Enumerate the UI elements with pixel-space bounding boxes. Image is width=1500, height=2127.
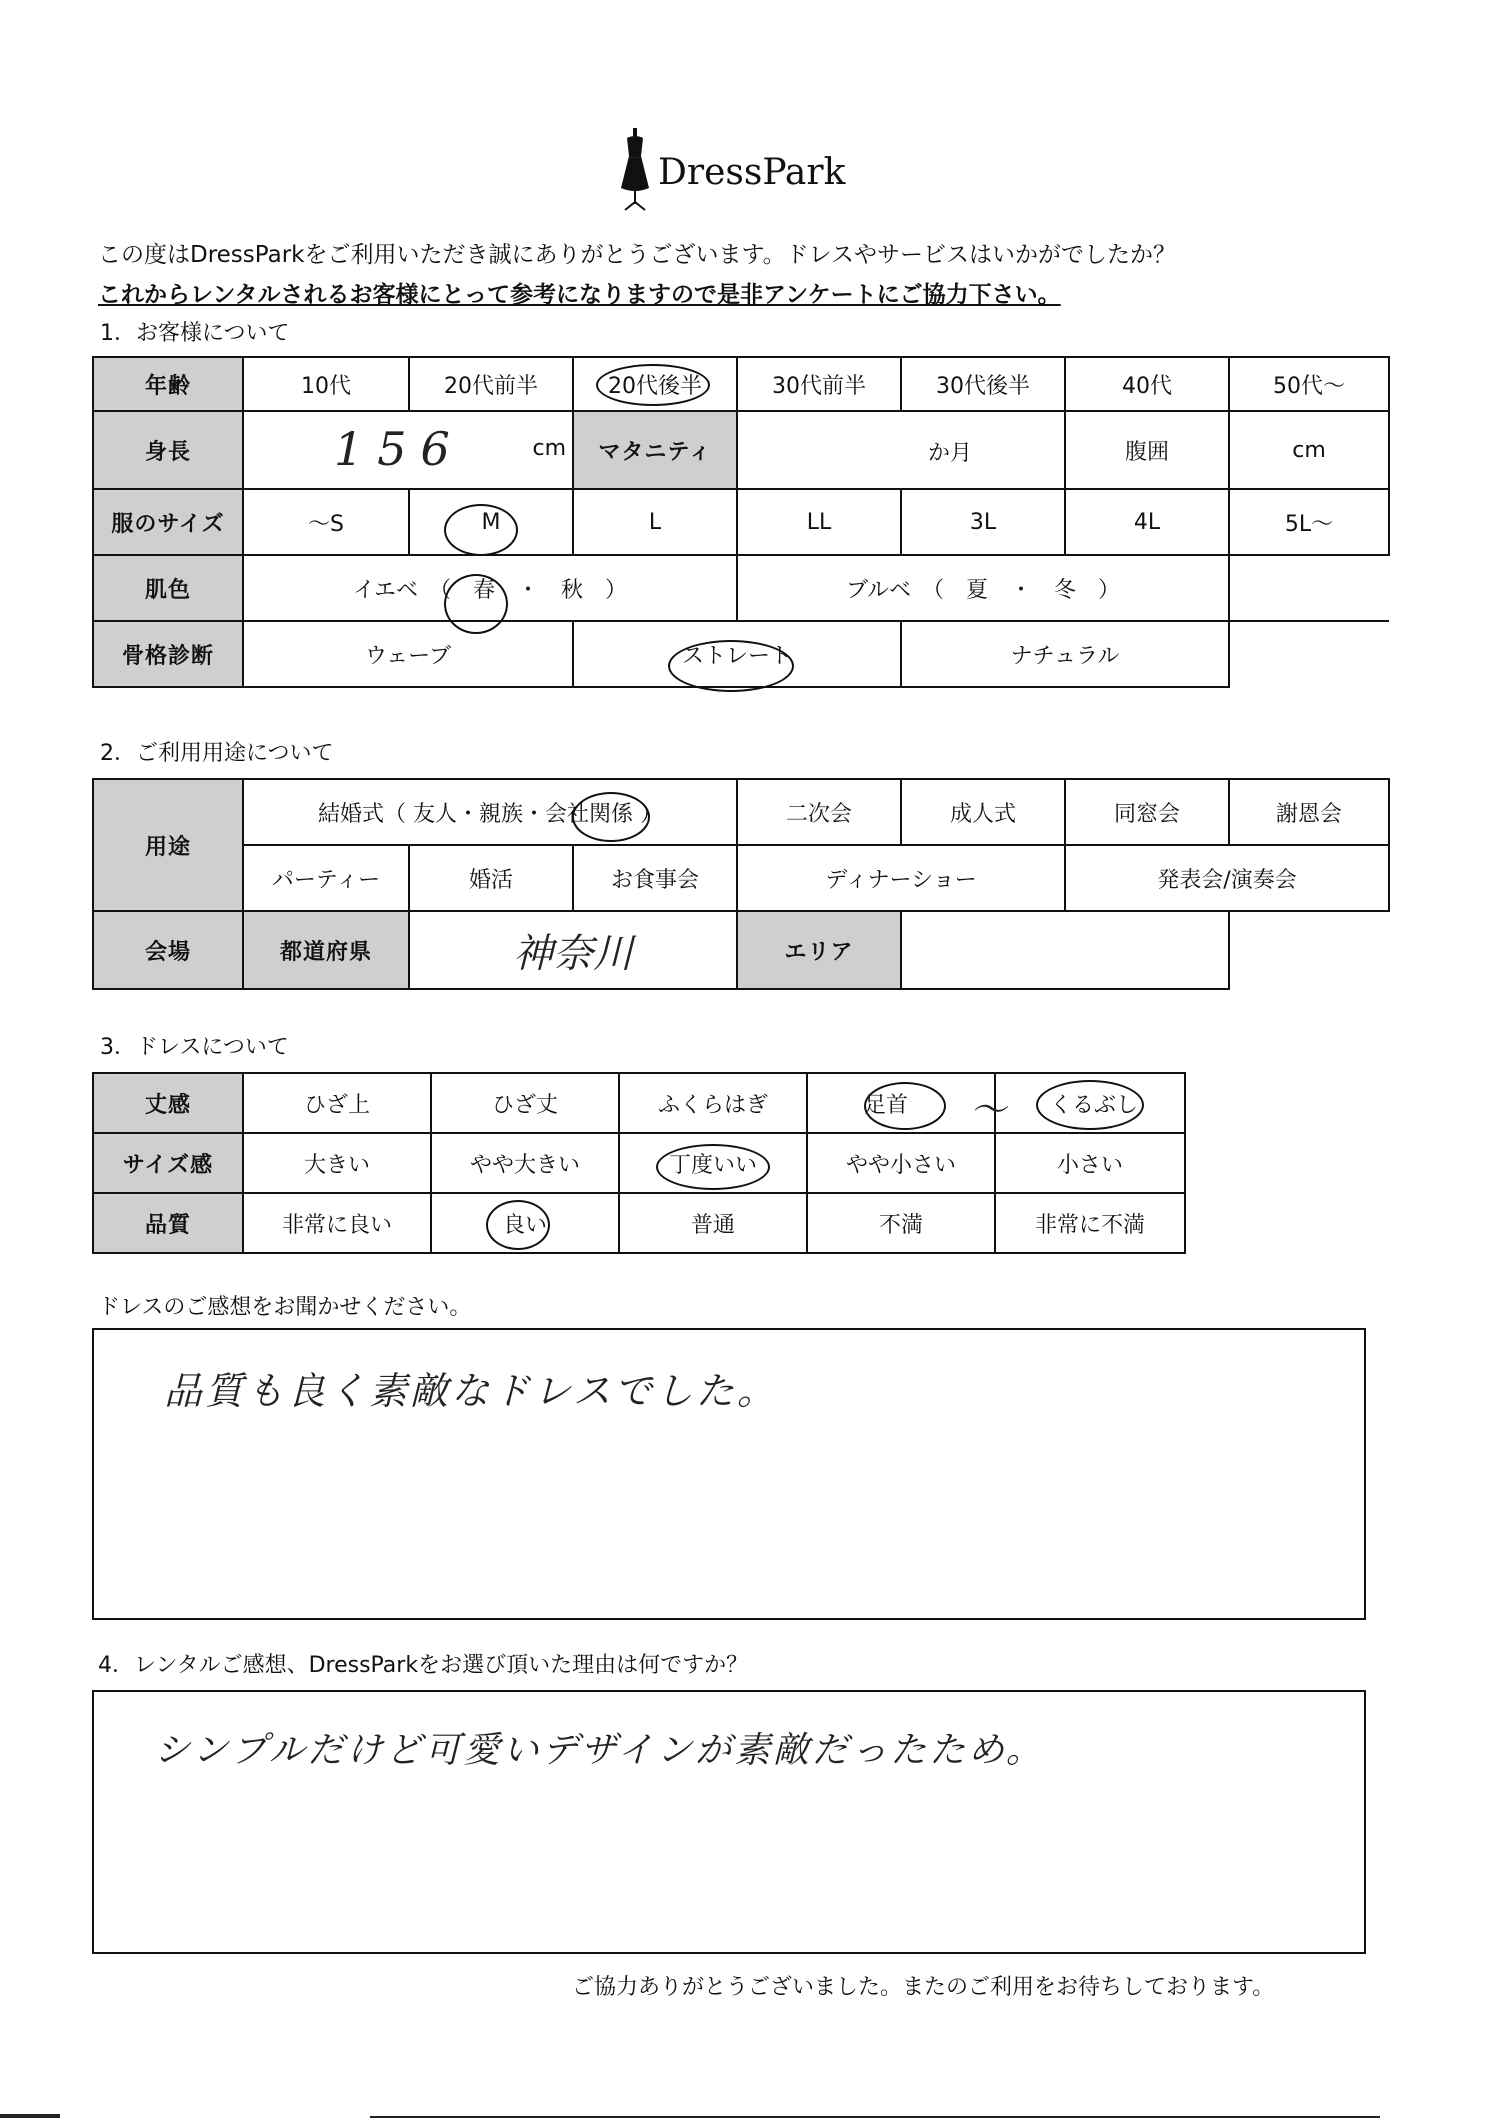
fit-label: サイズ感	[93, 1133, 243, 1193]
size-option[interactable]: 4L	[1065, 489, 1229, 555]
dress-table	[92, 1072, 1186, 1254]
skin-row	[93, 555, 1389, 621]
size-option[interactable]: LL	[737, 489, 901, 555]
purpose-table	[92, 778, 1390, 990]
length-row	[93, 1073, 1185, 1133]
size-option[interactable]: 3L	[901, 489, 1065, 555]
section2-title: 2．ご利用用途について	[100, 741, 334, 766]
purpose-option[interactable]: 成人式	[901, 779, 1065, 845]
length-option[interactable]: ふくらはぎ	[619, 1073, 807, 1133]
prefecture-value: 神奈川	[513, 930, 633, 977]
prefecture-field[interactable]	[409, 911, 737, 989]
age-label: 年齢	[93, 357, 243, 411]
length-option[interactable]: くるぶし	[995, 1073, 1185, 1133]
purpose-row-1	[93, 779, 1389, 845]
waist-unit[interactable]: cm	[1229, 411, 1389, 489]
height-unit: cm	[532, 436, 566, 461]
venue-label: 会場	[93, 911, 243, 989]
impressions-answer-box[interactable]	[92, 1328, 1366, 1620]
intro-line-1: この度はDressParkをご利用いただき誠にありがとうございます。ドレスやサービスはいかがでしたか？	[98, 242, 1176, 268]
brand-name: DressPark	[658, 152, 846, 193]
quality-option[interactable]: 非常に不満	[995, 1193, 1185, 1253]
height-field[interactable]	[243, 411, 573, 489]
skin-label: 肌色	[93, 555, 243, 621]
frame-option[interactable]: ナチュラル	[901, 621, 1229, 687]
fit-option[interactable]: やや小さい	[807, 1133, 995, 1193]
quality-option[interactable]: 非常に良い	[243, 1193, 431, 1253]
length-range-mark: ～	[970, 1090, 1007, 1131]
frame-row	[93, 621, 1389, 687]
empty-cell	[1229, 555, 1389, 621]
size-option[interactable]: ～S	[243, 489, 409, 555]
size-option[interactable]: 5L～	[1229, 489, 1389, 555]
waist-label: 腹囲	[1065, 411, 1229, 489]
fit-option[interactable]: 小さい	[995, 1133, 1185, 1193]
skin-blue-option[interactable]: ブルベ （ 夏 ・ 冬 ）	[737, 555, 1229, 621]
logo	[618, 126, 858, 216]
section3-title: 3．ドレスについて	[100, 1035, 289, 1060]
purpose-label: 用途	[93, 779, 243, 911]
quality-option[interactable]: 良い	[431, 1193, 619, 1253]
maternity-label: マタニティ	[573, 411, 737, 489]
fit-row	[93, 1133, 1185, 1193]
bottom-left-mark	[0, 2114, 60, 2118]
age-option[interactable]: 20代後半	[573, 357, 737, 411]
frame-option[interactable]: ストレート	[573, 621, 901, 687]
age-option[interactable]: 30代後半	[901, 357, 1065, 411]
prefecture-label: 都道府県	[243, 911, 409, 989]
empty-cell	[1229, 621, 1389, 687]
purpose-option-wedding[interactable]: 結婚式（ 友人・親族・会社関係 ）	[243, 779, 737, 845]
age-option[interactable]: 20代前半	[409, 357, 573, 411]
length-option[interactable]: ひざ上	[243, 1073, 431, 1133]
months-unit: か月	[928, 441, 973, 466]
age-row	[93, 357, 1389, 411]
purpose-row-2	[93, 845, 1389, 911]
size-label: 服のサイズ	[93, 489, 243, 555]
skin-yellow-option[interactable]: イエベ （ 春 ・ 秋 ）	[243, 555, 737, 621]
size-option[interactable]: M	[409, 489, 573, 555]
fit-option[interactable]: 大きい	[243, 1133, 431, 1193]
age-option[interactable]: 50代～	[1229, 357, 1389, 411]
fit-option[interactable]: やや大きい	[431, 1133, 619, 1193]
dress-form-icon	[618, 126, 652, 214]
bottom-divider	[370, 2116, 1380, 2118]
impressions-answer: 品質も良く素敵なドレスでした。	[164, 1369, 778, 1413]
purpose-option[interactable]: お食事会	[573, 845, 737, 911]
purpose-option[interactable]: パーティー	[243, 845, 409, 911]
purpose-option[interactable]: 二次会	[737, 779, 901, 845]
purpose-option[interactable]: 同窓会	[1065, 779, 1229, 845]
section4-title: 4．レンタルご感想、DressParkをお選び頂いた理由は何ですか？	[98, 1653, 749, 1678]
reason-answer: シンプルだけど可愛いデザインが素敵だったため。	[154, 1730, 1045, 1771]
purpose-option[interactable]: 発表会/演奏会	[1065, 845, 1389, 911]
frame-label: 骨格診断	[93, 621, 243, 687]
area-field[interactable]	[901, 911, 1229, 989]
fit-option[interactable]: 丁度いい	[619, 1133, 807, 1193]
length-option[interactable]: 足首	[807, 1073, 995, 1133]
quality-label: 品質	[93, 1193, 243, 1253]
age-option[interactable]: 40代	[1065, 357, 1229, 411]
height-label: 身長	[93, 411, 243, 489]
age-option[interactable]: 10代	[243, 357, 409, 411]
quality-option[interactable]: 普通	[619, 1193, 807, 1253]
quality-option[interactable]: 不満	[807, 1193, 995, 1253]
frame-option[interactable]: ウェーブ	[243, 621, 573, 687]
length-option[interactable]: ひざ丈	[431, 1073, 619, 1133]
height-value: 156	[334, 422, 464, 476]
reason-answer-box[interactable]	[92, 1690, 1366, 1954]
intro-line-2: これからレンタルされるお客様にとって参考になりますので是非アンケートにご協力下さい。	[98, 282, 1061, 308]
footer-thanks: ご協力ありがとうございました。またのご利用をお待ちしております。	[572, 1975, 1275, 2000]
size-option[interactable]: L	[573, 489, 737, 555]
impressions-prompt: ドレスのご感想をお聞かせください。	[98, 1295, 472, 1320]
maternity-months-field[interactable]	[737, 411, 1065, 489]
venue-row	[93, 911, 1389, 989]
size-row	[93, 489, 1389, 555]
purpose-option[interactable]: 謝恩会	[1229, 779, 1389, 845]
length-label: 丈感	[93, 1073, 243, 1133]
age-option[interactable]: 30代前半	[737, 357, 901, 411]
section1-title: 1．お客様について	[100, 321, 290, 346]
height-row	[93, 411, 1389, 489]
area-label: エリア	[737, 911, 901, 989]
purpose-option[interactable]: ディナーショー	[737, 845, 1065, 911]
quality-row	[93, 1193, 1185, 1253]
customer-table	[92, 356, 1390, 688]
empty-cell	[1229, 911, 1389, 989]
purpose-option[interactable]: 婚活	[409, 845, 573, 911]
